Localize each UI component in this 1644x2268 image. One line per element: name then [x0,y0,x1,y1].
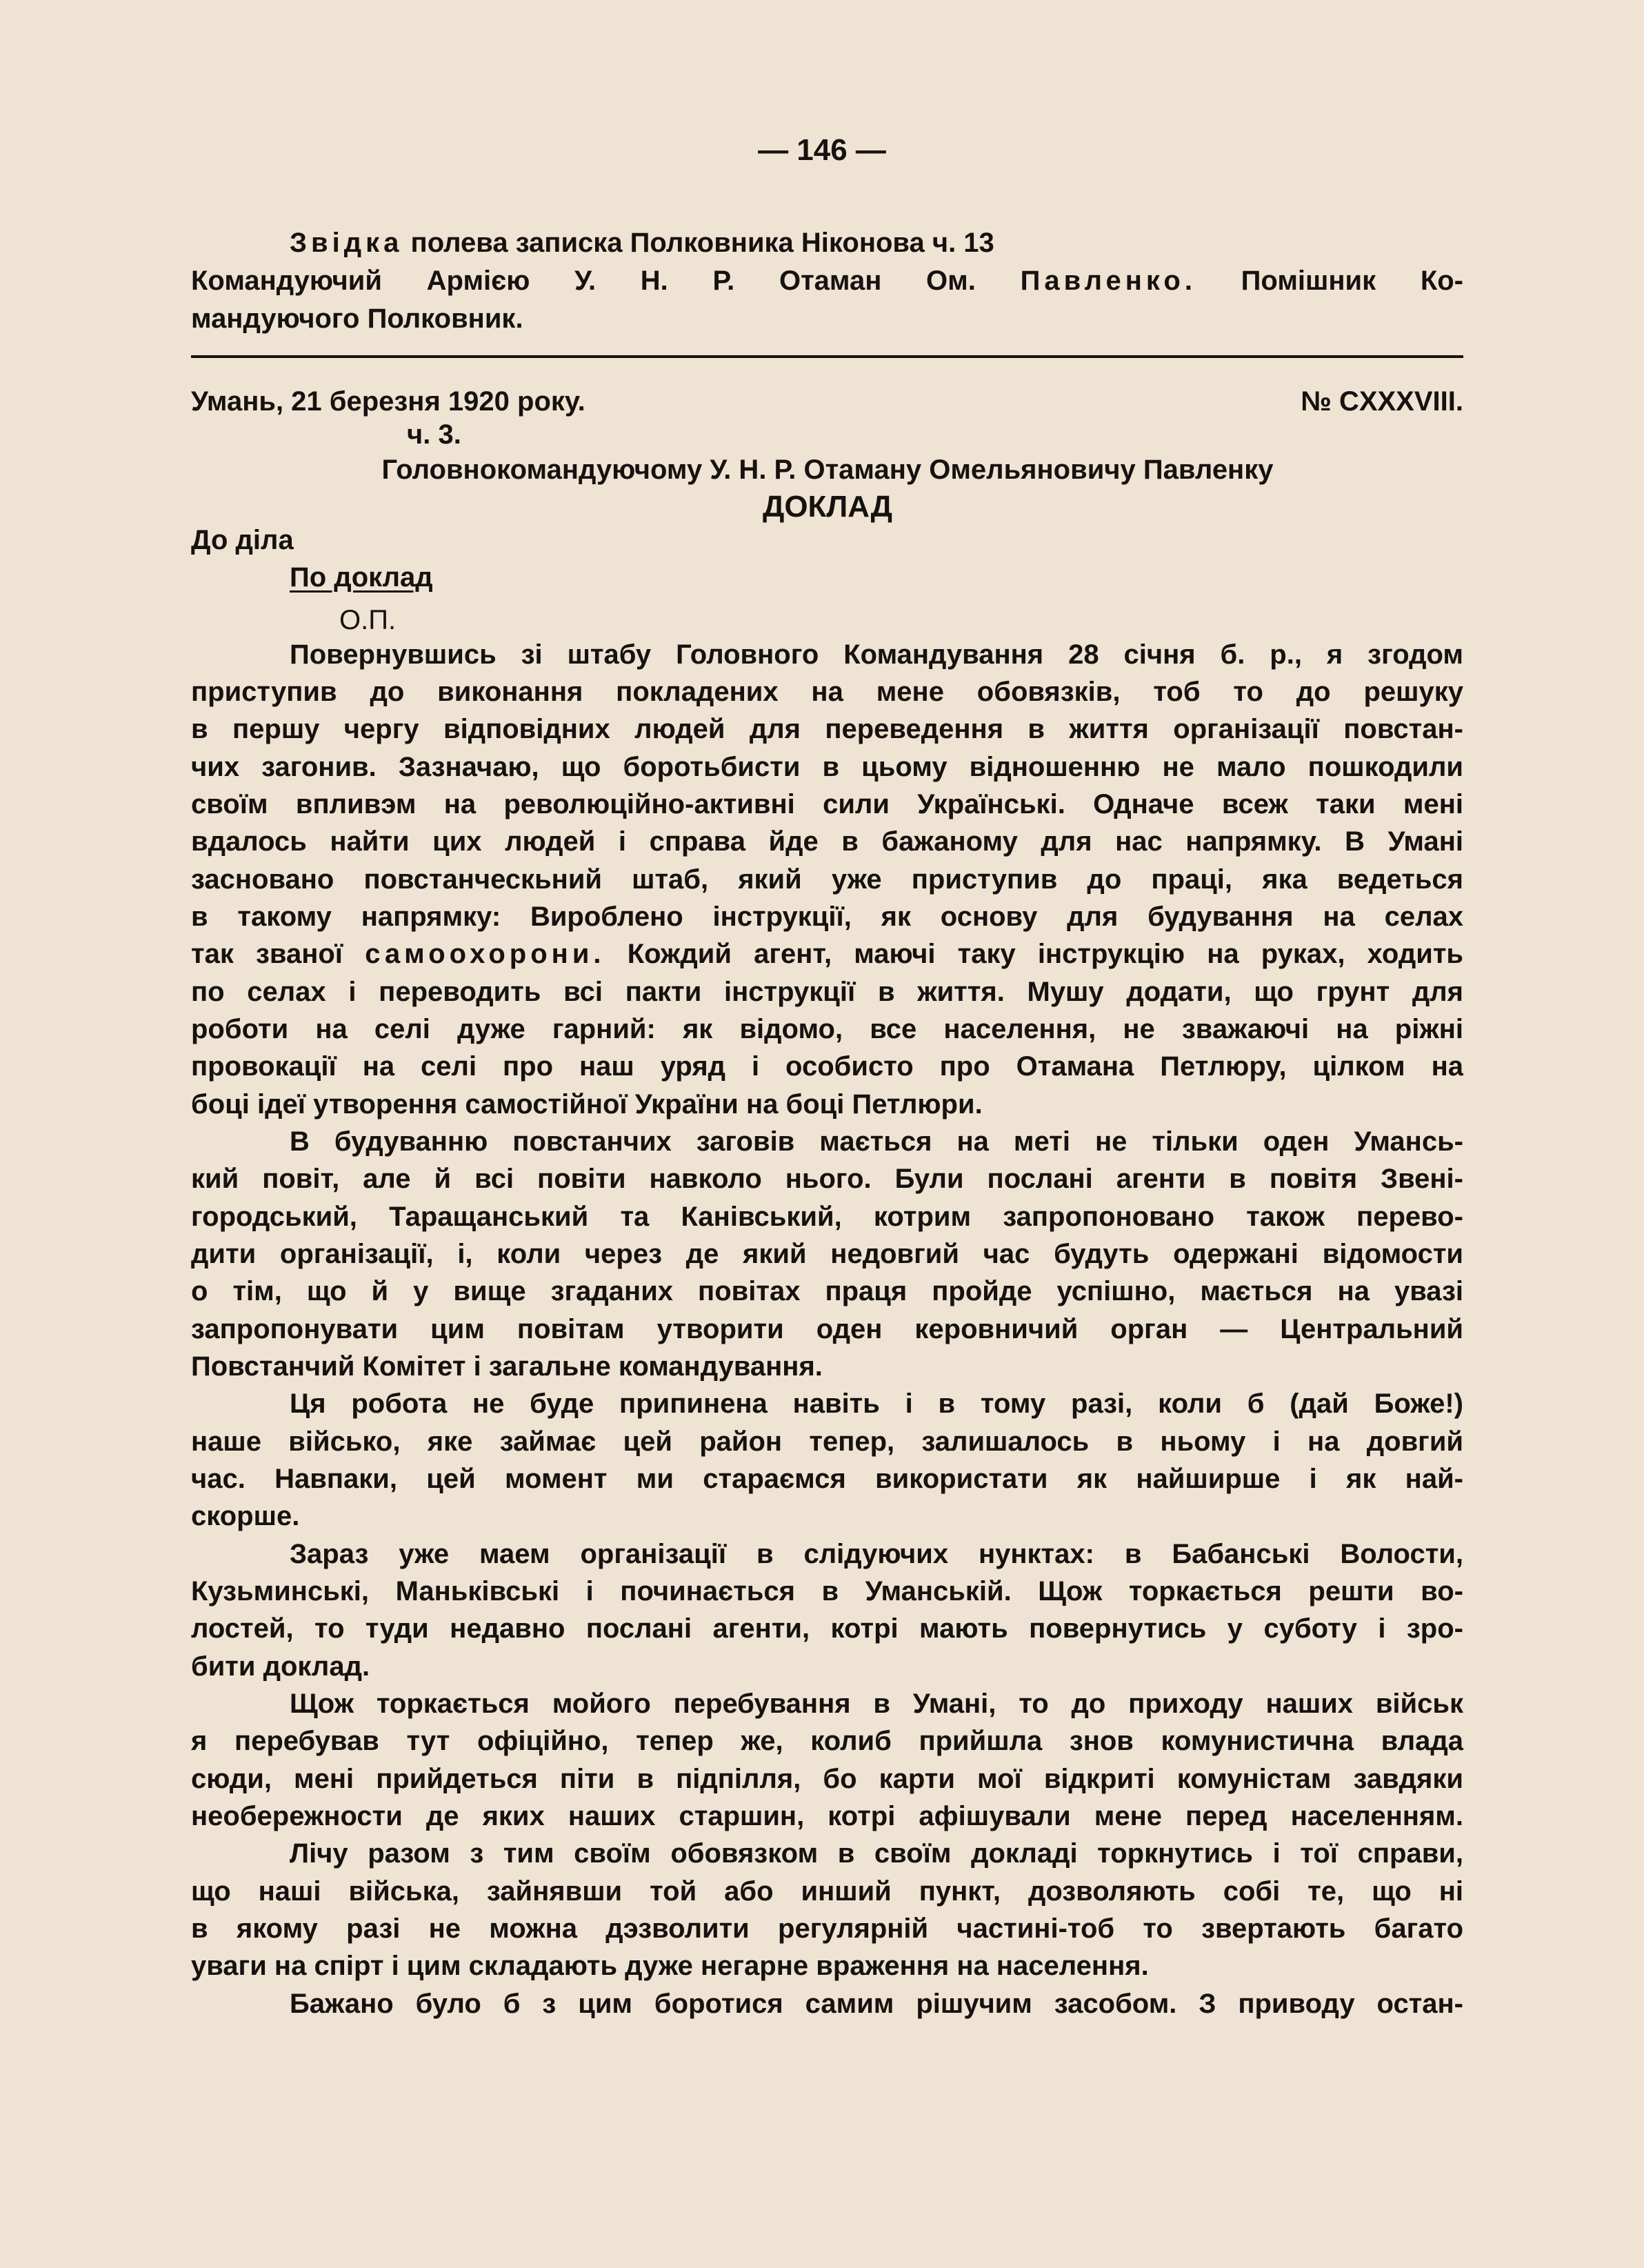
paragraph-1-line: своїм впливэм на революційно-активні сили Українські. Одначе всеж таки мені [191,789,1463,819]
paragraph-2-line: запропонувати цим повітам утворити оден керовничий орган — Центральний [191,1314,1463,1344]
paragraph-1-line-9-start: так званої [191,939,343,969]
intro-line-2-start: Командуючий Армією У. Н. Р. Отаман Ом. [191,266,976,296]
paragraph-6-line: в якому разі не можна дэзволити регулярній частині-тоб то звертають багато [191,1913,1463,1944]
paragraph-4-line: Зараз уже маем організації в слідуючих нунктах: в Бабанські Волости, [290,1539,1463,1569]
paragraph-1-line: вдалось найти цих людей і справа йде в бажаному для нас напрямку. В Умані [191,826,1463,857]
paragraph-1-line: засновано повстанческьний штаб, який уже приступив до праці, яка ведеться [191,864,1463,895]
paragraph-4-line: Кузьминські, Маньківські і починається в Уманській. Щож торкається решти во- [191,1576,1463,1606]
paragraph-1-line: роботи на селі дуже гарний: як відомо, все населення, не зважаючі на ріжні [191,1014,1463,1044]
divider-rule [191,355,1463,358]
paragraph-3-line: час. Навпаки, цей момент ми стараємся використати як найширше і як най- [191,1464,1463,1494]
paragraph-5-line: я перебував тут офіційно, тепер же, колиб прийшла знов комунистична влада [191,1726,1463,1756]
document-title: ДОКЛАД [762,490,893,524]
paragraph-1-line: по селах і переводить всі пакти інструкції в життя. Мушу додати, що грунт для [191,977,1463,1007]
paragraph-1-line: приступив до виконання покладених на мене обовязків, тоб то до решуку [191,677,1463,707]
paragraph-1-line: чих загонив. Зазначаю, що боротьбисти в цьому відношенню не мало пошкодили [191,752,1463,782]
paragraph-2-line: дити організації, і, коли через де який недовгий час будуть одержані відомости [191,1239,1463,1269]
paragraph-1-line: в першу чергу відповідних людей для переведення в життя організації повстан- [191,714,1463,744]
intro-line-3: мандуючого Полковник. [191,304,523,334]
paragraph-1-line [191,935,1463,973]
intro-spaced-word: Звідка [290,228,403,258]
paragraph-3-line: Ця робота не буде припинена навіть і в тому разі, коли б (дай Боже!) [290,1389,1463,1419]
paragraph-5-line: необережности де яких наших старшин, котрі афішували мене перед населенням. [191,1801,1463,1831]
intro-line-2-end: Помішник Ко- [1241,266,1463,296]
paragraph-6-last-line: уваги на спірт і цим складають дуже негарне враження на населення. [191,1951,1149,1981]
paragraph-2-line: В будуванню повстанчих заговів мається на меті не тільки оден Умансь- [290,1126,1463,1157]
intro-line-2 [191,262,1463,299]
paragraph-2-line: городський, Таращанський та Канівський, котрим запропоновано також перево- [191,1202,1463,1232]
paragraph-2-line: о тім, що й у вище згаданих повітах праця пройде успішно, мається на увазі [191,1276,1463,1306]
intro-line-1 [290,224,1186,261]
addressee: Головнокомандуючому У. Н. Р. Отаману Омельяновичу Павленку [381,455,1274,485]
dateline [191,383,1463,420]
paragraph-1-last-line: боці ідеї утворення самостійної України на боці Петлюри. [191,1089,983,1120]
intro-line-2-name: Павленко. [1020,266,1196,296]
resolution-underlined: По доклад [290,562,433,593]
paragraph-1-line: в такому напрямку: Вироблено інструкції, як основу для будування на селах [191,902,1463,932]
paragraph-1-line: Повернувшись зі штабу Головного Командування 28 січня б. р., я згодом [290,639,1463,670]
paragraph-1-spaced-word: самоохорони. [365,939,605,969]
part-number: ч. 3. [407,419,461,450]
page-number: — 146 — [758,133,886,167]
paragraph-5-line: Щож торкається мойого перебування в Умані, то до приходу наших військ [290,1689,1463,1719]
resolution-line-1: До діла [191,525,294,555]
resolution-initials: О.П. [339,605,397,635]
paragraph-2-line: кий повіт, але й всі повіти навколо нього. Були послані агенти в повітя Звені- [191,1164,1463,1194]
paragraph-5-line: сюди, мені прийдеться піти в підпілля, бо карти мої відкриті комуністам завдяки [191,1764,1463,1794]
paragraph-3-line: наше військо, яке займає цей район тепер, залишалось в ньому і на довгий [191,1426,1463,1457]
paragraph-6-line: що наші війська, зайнявши той або инший пункт, дозволяють собі те, що ні [191,1876,1463,1907]
paragraph-4-line: лостей, то туди недавно послані агенти, котрі мають повернутись у суботу і зро- [191,1613,1463,1644]
place-date: Умань, 21 березня 1920 року. [191,386,585,417]
intro-line-1-text: полева записка Полковника Ніконова ч. 13 [410,228,994,258]
paragraph-7-line: Бажано було б з цим боротися самим рішучим засобом. З приводу остан- [290,1989,1463,2019]
document-number: № CXXXVIII. [1301,386,1463,417]
paragraph-2-last-line: Повстанчий Комітет і загальне командування. [191,1351,823,1382]
paragraph-4-last-line: бити доклад. [191,1651,370,1682]
paragraph-1-line-9-end: Кождий агент, маючі таку інструкцію на руках, ходить [627,939,1463,969]
paragraph-6-line: Лічу разом з тим своїм обовязком в своїм докладі торкнутись і тої справи, [290,1838,1463,1869]
paragraph-3-last-line: скорше. [191,1501,300,1531]
resolution-line-2 [290,559,703,596]
paragraph-1-line: провокації на селі про наш уряд і особисто про Отамана Петлюру, цілком на [191,1051,1463,1082]
